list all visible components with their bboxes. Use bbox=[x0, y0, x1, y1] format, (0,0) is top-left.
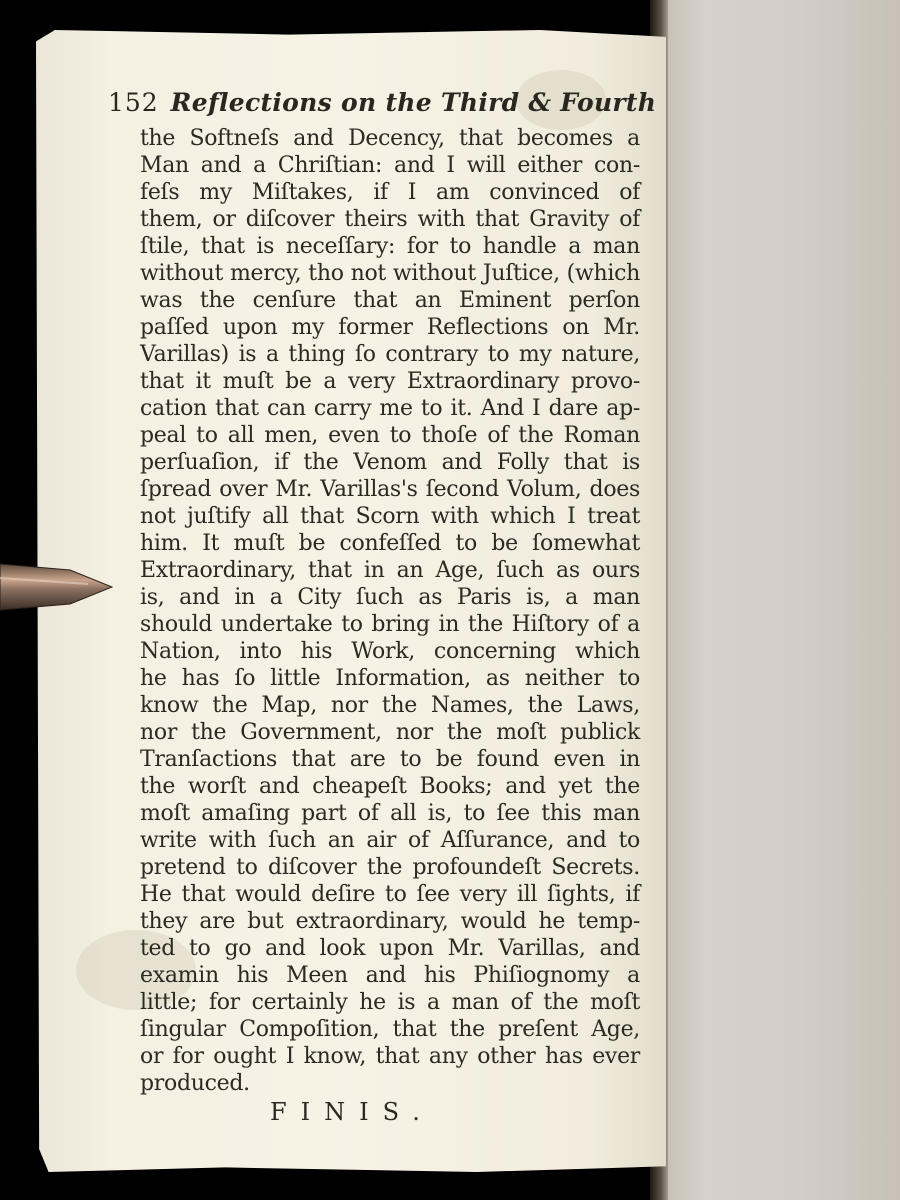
running-head-title: Reflections on the Third & Fourth bbox=[170, 88, 657, 117]
text-line: without mercy, tho not without Juſtice, (which bbox=[140, 261, 640, 286]
text-line: they are but extraordinary, would he temp- bbox=[140, 909, 640, 934]
text-line: him. It muſt be confeſſed to be ſomewhat bbox=[140, 531, 640, 556]
text-line: nor the Government, nor the moſt publick bbox=[140, 720, 640, 745]
running-head bbox=[108, 88, 657, 128]
text-line: he has ſo little Information, as neither to bbox=[140, 666, 640, 691]
text-line: or for ought I know, that any other has ever bbox=[140, 1044, 640, 1069]
text-line: ted to go and look upon Mr. Varillas, and bbox=[140, 936, 640, 961]
text-line: the Softneſs and Decency, that becomes a bbox=[140, 126, 640, 151]
finis: FINIS. bbox=[270, 1098, 434, 1126]
text-line: was the cenſure that an Eminent perſon bbox=[140, 288, 640, 313]
text-line: moſt amaſing part of all is, to ſee this man bbox=[140, 801, 640, 826]
text-line: little; for certainly he is a man of the moſt bbox=[140, 990, 640, 1015]
text-line: know the Map, nor the Names, the Laws, bbox=[140, 693, 640, 718]
text-line: examin his Meen and his Phiſiognomy a bbox=[140, 963, 640, 988]
text-line: cation that can carry me to it. And I dare ap- bbox=[140, 396, 640, 421]
text-line: Tranſactions that are to be found even in bbox=[140, 747, 640, 772]
text-line: is, and in a City ſuch as Paris is, a man bbox=[140, 585, 640, 610]
text-line: the worſt and cheapeſt Books; and yet the bbox=[140, 774, 640, 799]
text-line: Extraordinary, that in an Age, ſuch as ours bbox=[140, 558, 640, 583]
text-line: produced. bbox=[140, 1071, 250, 1096]
text-line: He that would deſire to ſee very ill ſights, if bbox=[140, 882, 640, 907]
text-line: that it muſt be a very Extraordinary provo- bbox=[140, 369, 640, 394]
text-line: should undertake to bring in the Hiſtory of a bbox=[140, 612, 640, 637]
text-line: ſpread over Mr. Varillas's ſecond Volum, does bbox=[140, 477, 640, 502]
text-line: pretend to diſcover the profoundeſt Secrets. bbox=[140, 855, 640, 880]
text-line: Nation, into his Work, concerning which bbox=[140, 639, 640, 664]
text-line: paſſed upon my former Reflections on Mr. bbox=[140, 315, 640, 340]
book-cover-board bbox=[655, 0, 900, 1200]
metal-page-marker-icon bbox=[0, 556, 118, 618]
text-line: them, or diſcover theirs with that Gravity of bbox=[140, 207, 640, 232]
text-line: ſingular Compoſition, that the preſent Age, bbox=[140, 1017, 640, 1042]
text-line: Man and a Chriſtian: and I will either con- bbox=[140, 153, 640, 178]
text-line: perſuaſion, if the Venom and Folly that is bbox=[140, 450, 640, 475]
text-line: ſtile, that is neceſſary: for to handle a man bbox=[140, 234, 640, 259]
text-line: Varillas) is a thing ſo contrary to my nature, bbox=[140, 342, 640, 367]
body-text bbox=[140, 125, 640, 1097]
text-line: feſs my Miſtakes, if I am convinced of bbox=[140, 180, 640, 205]
text-line: not juſtify all that Scorn with which I treat bbox=[140, 504, 640, 529]
page-number: 152 bbox=[108, 88, 159, 117]
text-line: peal to all men, even to thoſe of the Roman bbox=[140, 423, 640, 448]
text-line: write with ſuch an air of Aſſurance, and to bbox=[140, 828, 640, 853]
